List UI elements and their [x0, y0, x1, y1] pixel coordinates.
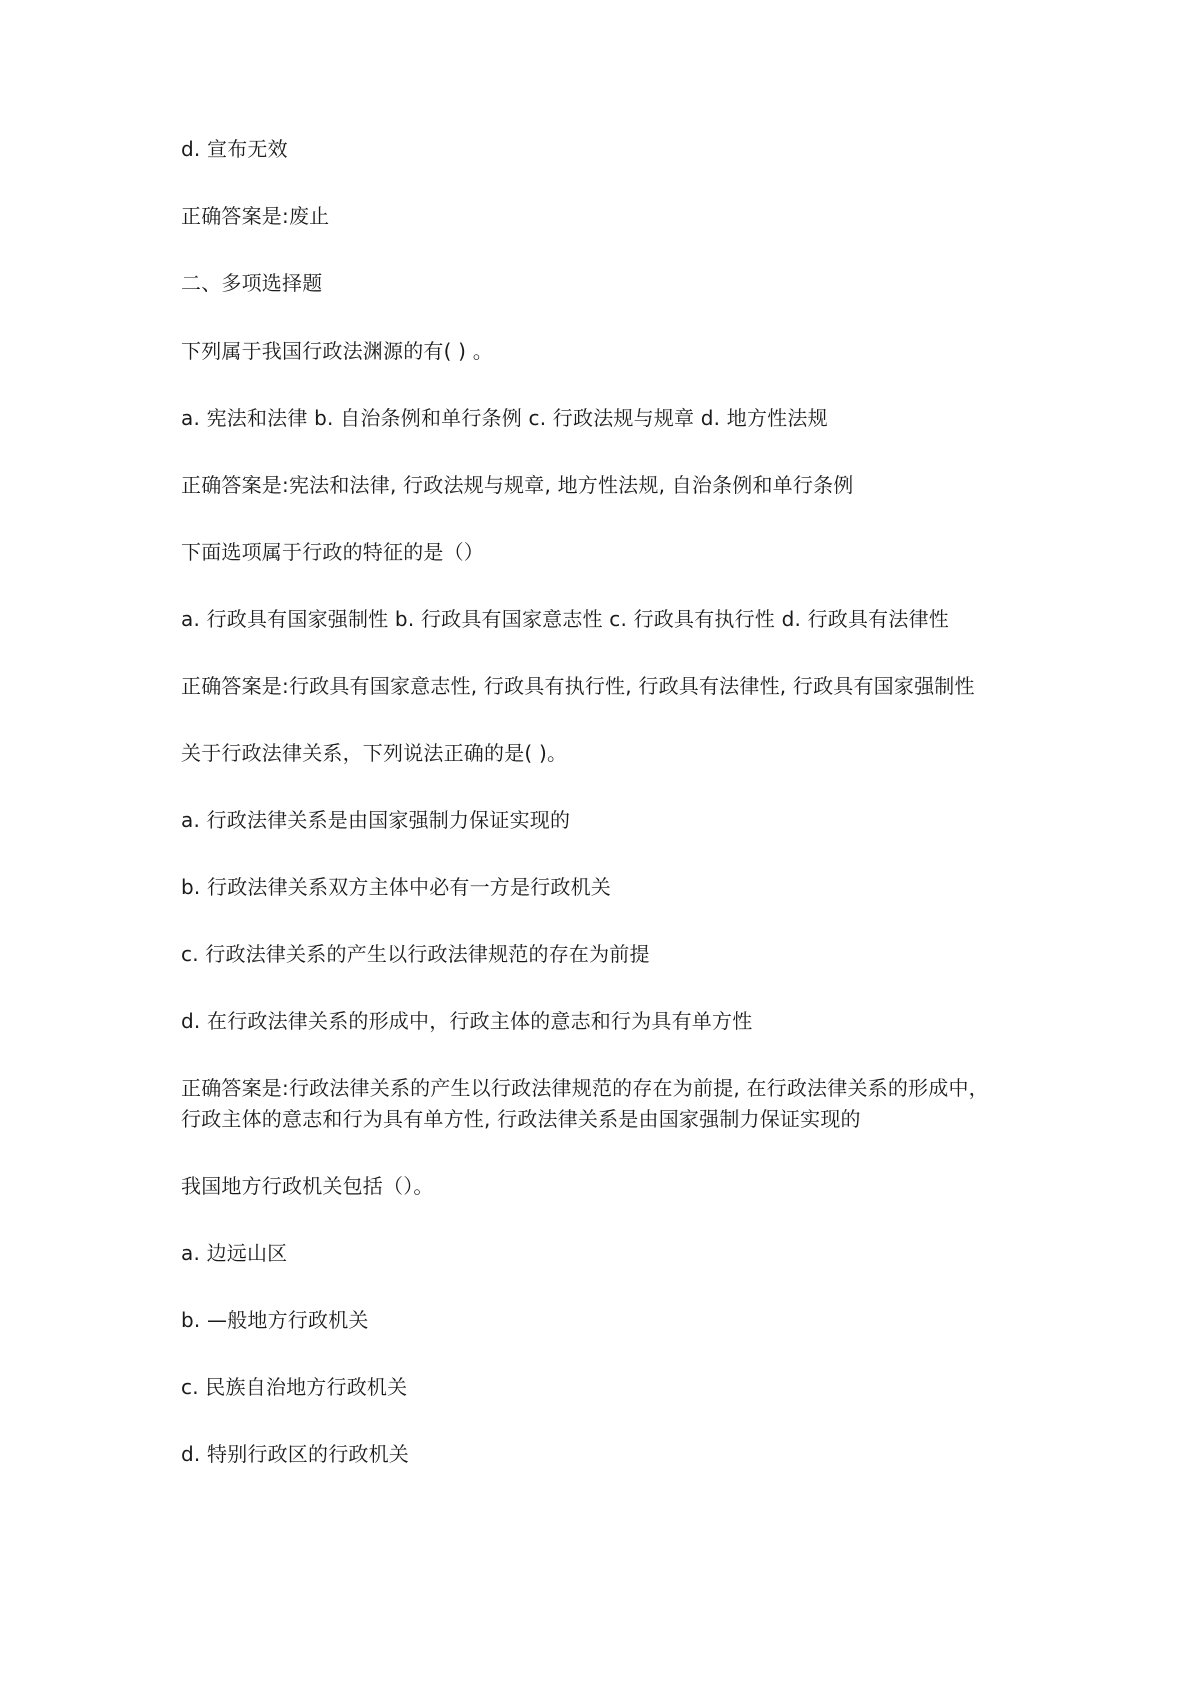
- section-heading: 二、多项选择题: [181, 271, 323, 295]
- question-2-answer: 正确答案是:行政具有国家意志性, 行政具有执行性, 行政具有法律性, 行政具有国家强制性: [181, 674, 975, 698]
- question-3-answer-line-1: 正确答案是:行政法律关系的产生以行政法律规范的存在为前提, 在行政法律关系的形成中，: [181, 1076, 989, 1100]
- question-4-option-c: c. 民族自治地方行政机关: [181, 1375, 408, 1399]
- question-4-option-b: b. —般地方行政机关: [181, 1308, 369, 1332]
- question-3-option-d: d. 在行政法律关系的形成中，行政主体的意志和行为具有单方性: [181, 1009, 753, 1033]
- question-3: 关于行政法律关系，下列说法正确的是( )。: [181, 741, 568, 765]
- question-3-option-c: c. 行政法律关系的产生以行政法律规范的存在为前提: [181, 942, 650, 966]
- question-1-answer: 正确答案是:宪法和法律, 行政法规与规章, 地方性法规, 自治条例和单行条例: [181, 473, 854, 497]
- option-d-text: d. 宣布无效: [181, 137, 288, 161]
- question-2: 下面选项属于行政的特征的是（）: [181, 540, 484, 564]
- question-4-option-d: d. 特别行政区的行政机关: [181, 1442, 410, 1466]
- question-3-option-b: b. 行政法律关系双方主体中必有一方是行政机关: [181, 875, 612, 899]
- question-1-options: a. 宪法和法律 b. 自治条例和单行条例 c. 行政法规与规章 d. 地方性法规: [181, 406, 828, 430]
- question-3-option-a: a. 行政法律关系是由国家强制力保证实现的: [181, 808, 571, 832]
- question-4: 我国地方行政机关包括（）。: [181, 1174, 434, 1198]
- question-4-option-a: a. 边远山区: [181, 1241, 288, 1265]
- question-3-answer-line-2: 行政主体的意志和行为具有单方性, 行政法律关系是由国家强制力保证实现的: [181, 1107, 861, 1131]
- question-1: 下列属于我国行政法渊源的有( ) 。: [181, 339, 493, 363]
- question-2-options: a. 行政具有国家强制性 b. 行政具有国家意志性 c. 行政具有执行性 d. 行政具有法律性: [181, 607, 949, 631]
- answer-line: 正确答案是:废止: [181, 204, 330, 228]
